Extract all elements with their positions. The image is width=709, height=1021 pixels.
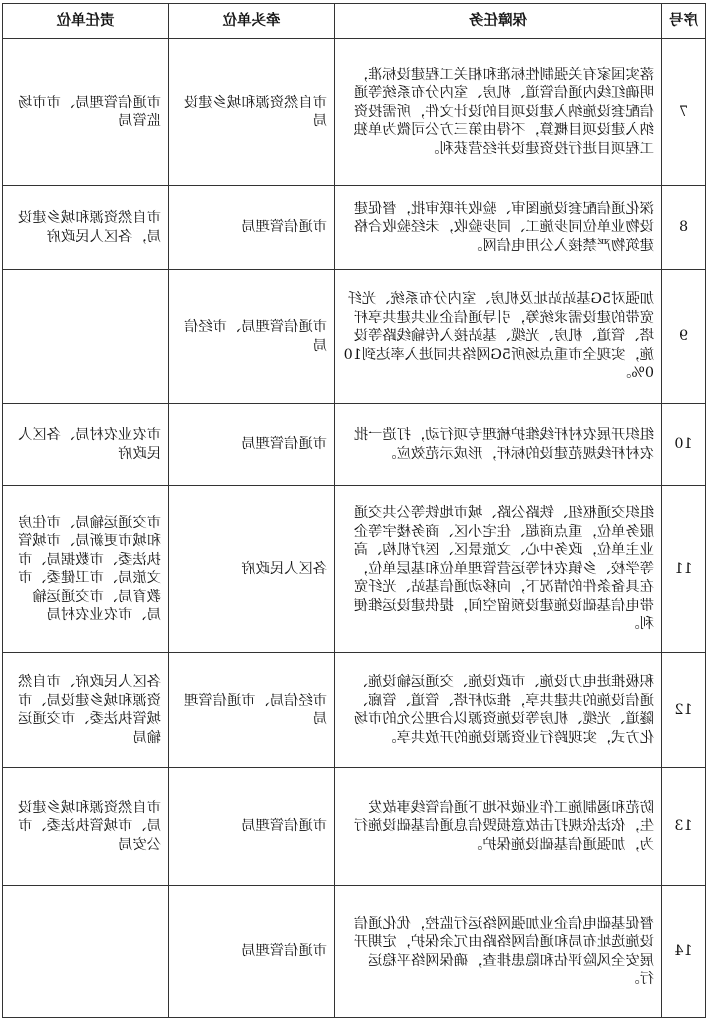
row-task: 加强对5G基站站址及机房、室内分布系统、光纤宽带的建设需求统筹，引导通信企业共建共享杆塔、管道、机房、光缆、基站接入传输线路等设施，实现全市重点场所5G网络共同进入率达到100%。 (335, 270, 662, 404)
row-seq: 11 (662, 486, 706, 653)
row-seq: 7 (662, 39, 706, 186)
row-task: 督促基础电信企业加强网络运行监控，优化通信设施选址布局和通信网络路由冗余保护，定期开展安全风险评估和隐患排查，确保网络平稳运行。 (335, 886, 662, 1018)
table-header-row (3, 4, 706, 39)
table-row (3, 768, 706, 886)
row-seq: 12 (662, 653, 706, 768)
row-task: 防范和遏制施工作业破坏地下通信管线事故发生，依法依规打击故意损毁信息通信基础设施行为，加强通信基础设施保护。 (335, 768, 662, 886)
row-task: 落实国家有关强制性标准和相关工程建设标准，明确红线内通信管道、机房、室内分布系统等通信配套设施纳入建设项目的设计文件，所需投资纳入建设项目概算，不得由第三方公司微为单独工程项目进行投资建设并经营获利。 (335, 39, 662, 186)
row-lead-unit: 市通信管理局 (169, 404, 335, 486)
row-lead-unit: 市自然资源和城乡建设局 (169, 39, 335, 186)
header-lead: 牵头单位 (169, 4, 335, 39)
row-resp-unit (3, 886, 169, 1018)
table-row (3, 186, 706, 270)
table-row (3, 886, 706, 1018)
row-resp-unit: 各区人民政府、市自然资源和城乡建设局、市城管执法委、市交通运输局 (3, 653, 169, 768)
header-seq: 序号 (662, 4, 706, 39)
row-task: 积极推进电力设施、市政设施、交通运输设施、通信设施的共建共享，推动杆塔、管道、管廊、隧道、光缆、机房等设施资源以合理公允的市场化方式，实现跨行业资源设施的开放共享。 (335, 653, 662, 768)
header-task: 保障任务 (335, 4, 662, 39)
row-resp-unit (3, 270, 169, 404)
header-resp: 责任单位 (3, 4, 169, 39)
row-lead-unit: 市通信管理局 (169, 768, 335, 886)
task-table (2, 3, 706, 1018)
row-task: 深化通信配套设施图审、验收并联审批，督促建设物业单位同步施工、同步验收，未经验收合格建筑物严禁接入公用电信网。 (335, 186, 662, 270)
row-seq: 10 (662, 404, 706, 486)
row-seq: 13 (662, 768, 706, 886)
row-lead-unit: 市经信局、市通信管理局 (169, 653, 335, 768)
row-lead-unit: 市通信管理局 (169, 886, 335, 1018)
row-seq: 8 (662, 186, 706, 270)
row-resp-unit: 市通信管理局、市市场监管局 (3, 39, 169, 186)
row-task: 组织交通枢纽、铁路公路、城市地铁等公共交通服务单位，重点商超、住宅小区、商务楼宇等企业主单位，政务中心、文旅景区、医疗机构、高等学校、乡镇农村等运营管理单位和基层单位，在具备条件的情况下，向移动通信基站、光纤宽带电信基础设施建设预留空间，提供建设运维便利。 (335, 486, 662, 653)
row-lead-unit: 市通信管理局、市经信局 (169, 270, 335, 404)
row-lead-unit: 各区人民政府 (169, 486, 335, 653)
row-resp-unit: 市自然资源和城乡建设局、市城管执法委、市公安局 (3, 768, 169, 886)
row-seq: 9 (662, 270, 706, 404)
row-resp-unit: 市交通运输局、市住房和城市更新局、市城管执法委、市数据局、市文旅局、市卫健委、市教育局、市交通运输局、市农业农村局 (3, 486, 169, 653)
row-seq: 14 (662, 886, 706, 1018)
table-row (3, 39, 706, 186)
table-row (3, 404, 706, 486)
row-resp-unit: 市农业农村局、各区人民政府 (3, 404, 169, 486)
table-row (3, 486, 706, 653)
table-row (3, 653, 706, 768)
row-lead-unit: 市通信管理局 (169, 186, 335, 270)
table-row (3, 270, 706, 404)
row-resp-unit: 市自然资源和城乡建设局，各区人民政府 (3, 186, 169, 270)
row-task: 组织开展农村杆线维护梳理专项行动，打造一批农村杆线规范建设的标杆，形成示范效应。 (335, 404, 662, 486)
